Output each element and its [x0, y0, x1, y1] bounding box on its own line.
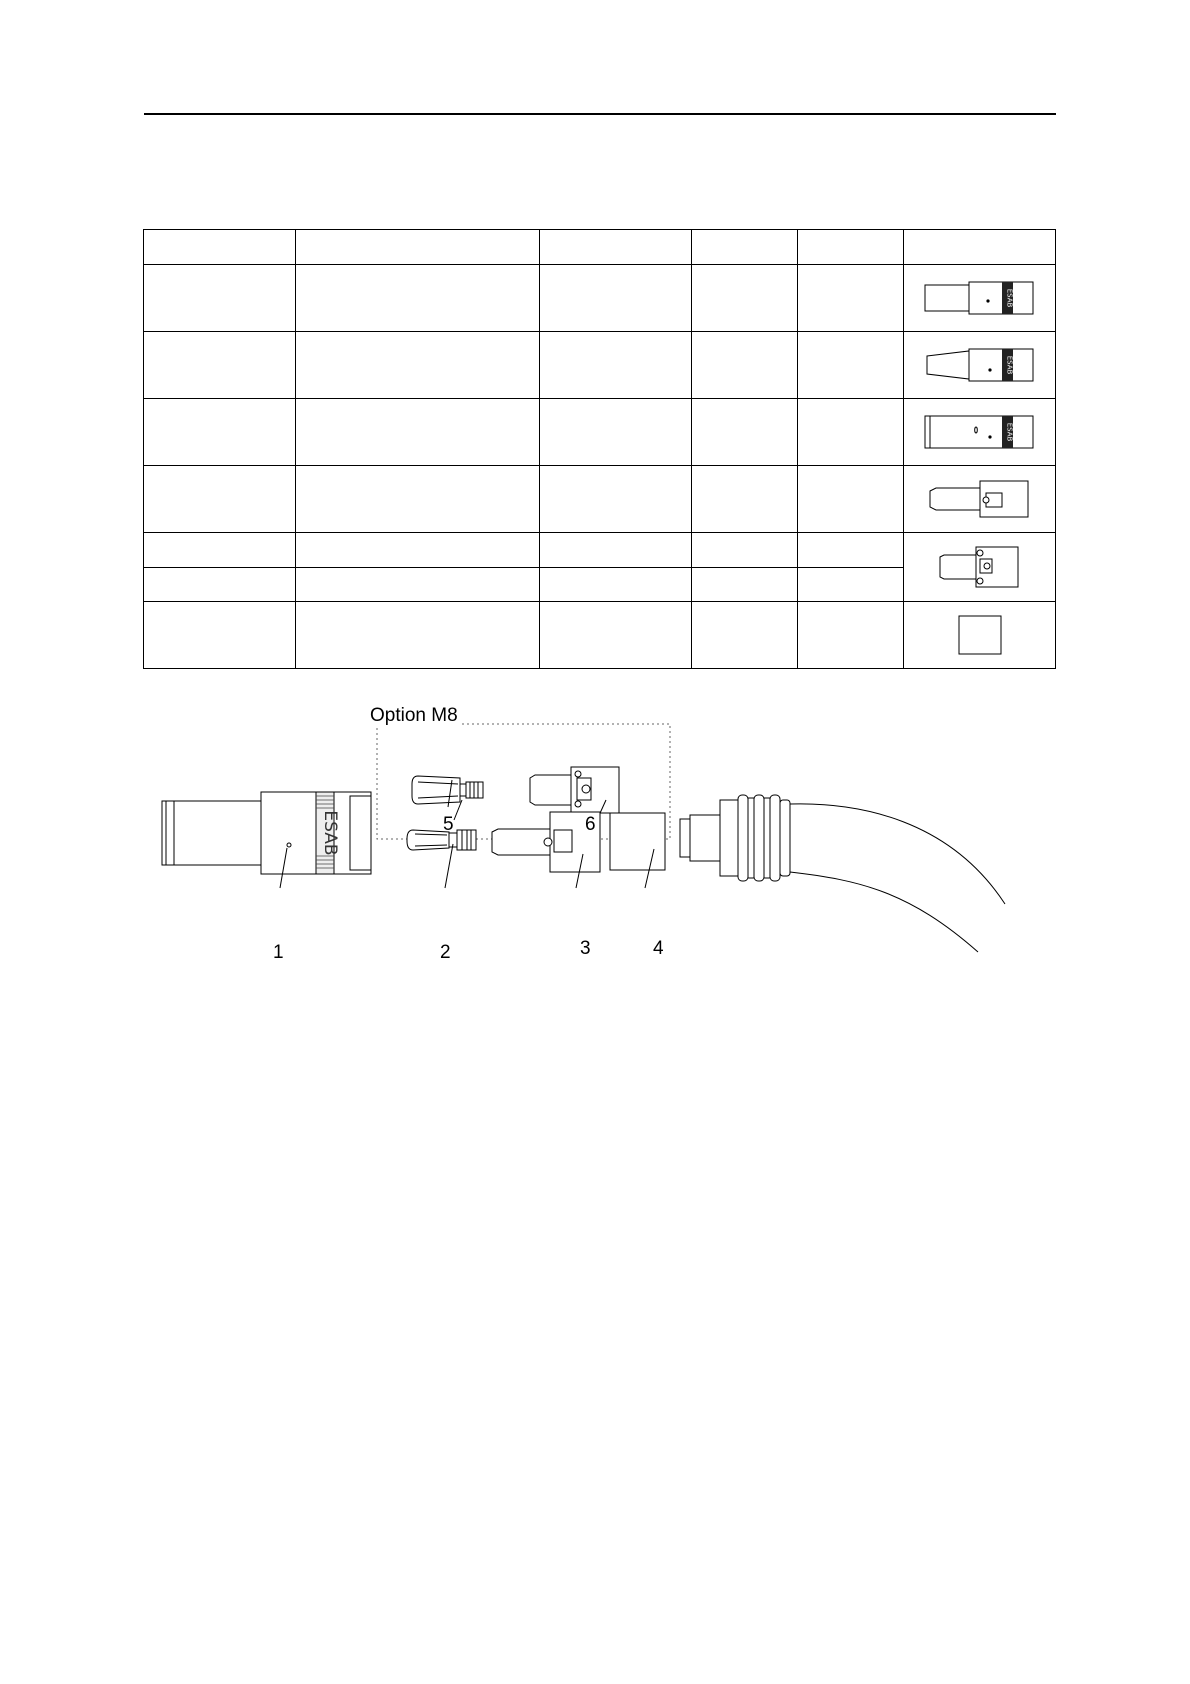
contact-tip [407, 830, 476, 850]
insulator-sleeve [610, 813, 665, 870]
table-cell [540, 533, 692, 568]
table-cell [296, 466, 540, 533]
table-row [144, 399, 1056, 466]
table-cell [144, 265, 296, 332]
table-cell [692, 399, 798, 466]
table-cell [296, 533, 540, 568]
insulator-sleeve-icon [958, 615, 1002, 655]
parts-table [143, 229, 1056, 669]
table-cell [692, 602, 798, 669]
torch-exploded-diagram [140, 712, 1060, 1012]
table-cell [540, 265, 692, 332]
callout-5: 5 [443, 814, 454, 835]
contact-tip-adapter-m8-icon [938, 545, 1022, 589]
callout-1: 1 [273, 942, 284, 963]
header-cell [144, 230, 296, 265]
gas-nozzle-straight-esab-icon [924, 415, 1036, 449]
table-cell [904, 399, 1056, 466]
table-cell [540, 466, 692, 533]
table-row [144, 265, 1056, 332]
svg-text:ESAB: ESAB [1005, 422, 1013, 442]
header-rule [144, 113, 1056, 115]
table-row [144, 533, 1056, 568]
table-cell [904, 332, 1056, 399]
table-row [144, 466, 1056, 533]
table-cell [296, 265, 540, 332]
table-cell [904, 602, 1056, 669]
header-cell [296, 230, 540, 265]
table-cell [540, 399, 692, 466]
table-cell [692, 568, 798, 602]
callout-3: 3 [580, 938, 591, 959]
table-cell [144, 466, 296, 533]
header-cell [692, 230, 798, 265]
table-cell [904, 265, 1056, 332]
table-cell [540, 568, 692, 602]
table-cell [798, 332, 904, 399]
table-cell [798, 466, 904, 533]
table-cell [798, 602, 904, 669]
option-contact-tip [412, 776, 483, 804]
svg-text:ESAB: ESAB [1005, 355, 1013, 375]
table-cell [144, 568, 296, 602]
option-m8-label: Option M8 [370, 705, 458, 726]
table-cell [540, 602, 692, 669]
gas-nozzle-cylindrical-esab-icon [924, 281, 1036, 315]
table-row [144, 332, 1056, 399]
table-cell [296, 332, 540, 399]
table-cell [144, 332, 296, 399]
gas-nozzle [162, 792, 371, 874]
table-cell [692, 466, 798, 533]
table-cell [296, 602, 540, 669]
table-cell [904, 466, 1056, 533]
table-cell [144, 602, 296, 669]
table-cell [296, 568, 540, 602]
table-cell [144, 399, 296, 466]
table-cell [798, 265, 904, 332]
nozzle-logo-text: ESAB [320, 810, 340, 856]
contact-tip-adapter-icon [928, 479, 1032, 519]
table-cell [144, 533, 296, 568]
exploded-view-drawing [140, 705, 1060, 1012]
header-cell [798, 230, 904, 265]
table-cell [296, 399, 540, 466]
table-cell [692, 265, 798, 332]
header-cell [540, 230, 692, 265]
header-cell [904, 230, 1056, 265]
callout-4: 4 [653, 938, 664, 959]
table-cell [798, 399, 904, 466]
gas-nozzle-conical-esab-icon [924, 348, 1036, 382]
option-adapter-m8 [530, 767, 619, 813]
torch-neck [680, 795, 1005, 952]
contact-tip-adapter [492, 812, 600, 872]
table-cell [692, 332, 798, 399]
table-row [144, 602, 1056, 669]
table-cell [904, 533, 1056, 602]
table-cell [692, 533, 798, 568]
table-cell [540, 332, 692, 399]
table-cell [798, 533, 904, 568]
callout-2: 2 [440, 942, 451, 963]
svg-text:ESAB: ESAB [1005, 288, 1013, 308]
table-header-row [144, 230, 1056, 265]
table-cell [798, 568, 904, 602]
callout-6: 6 [585, 814, 596, 835]
